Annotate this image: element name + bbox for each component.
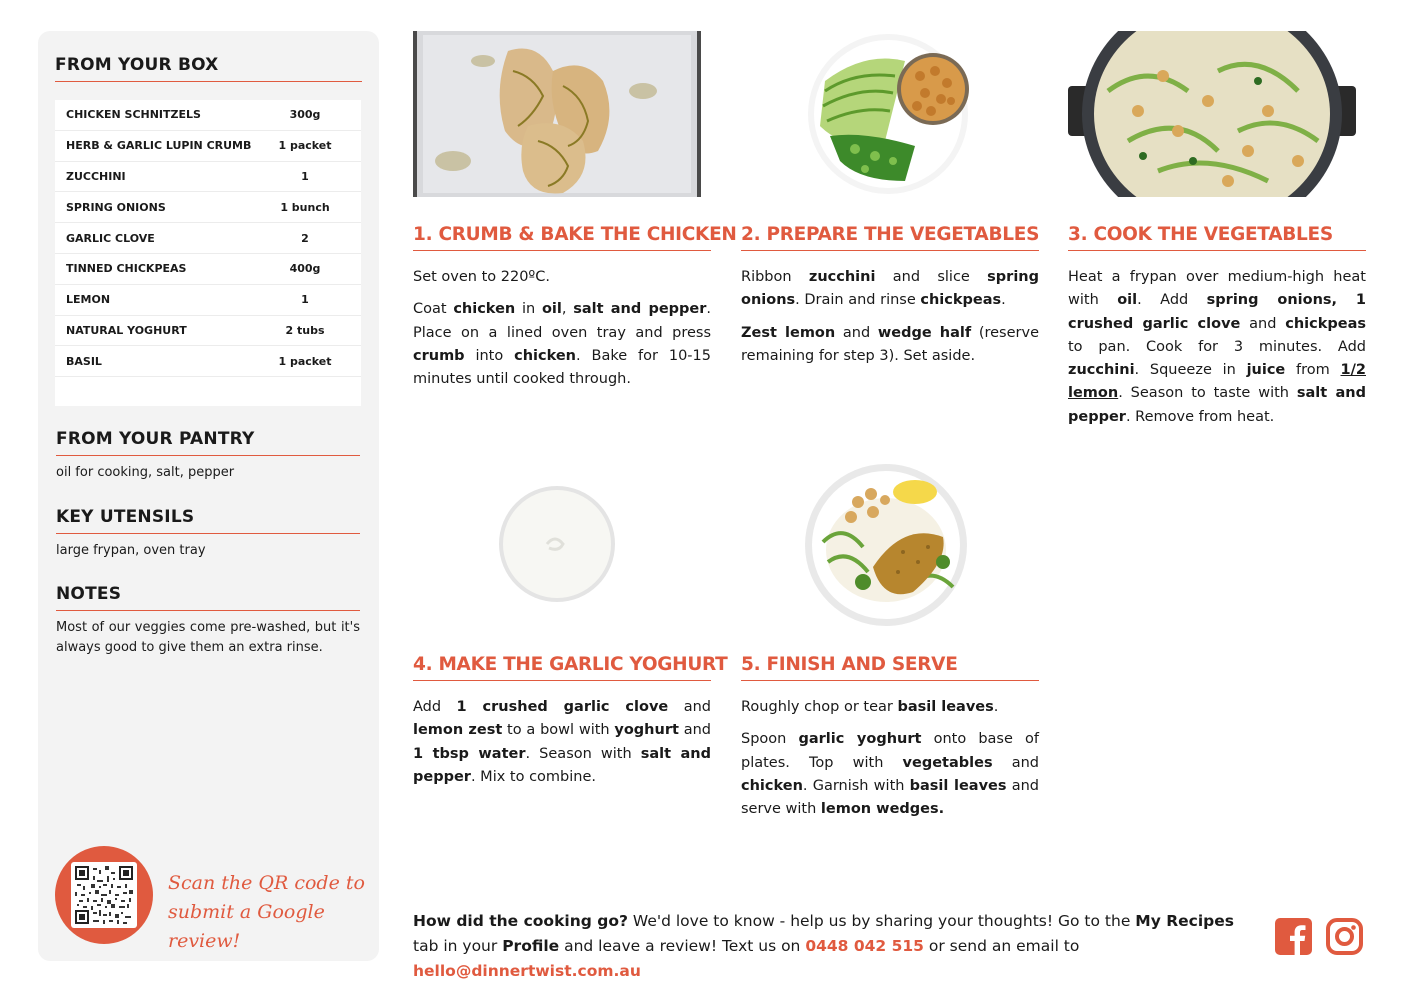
ingredient-name: NATURAL YOGHURT [66,323,187,337]
footer-text: tab in your [413,937,503,955]
step-5-body [741,696,1039,830]
instagram-icon[interactable] [1326,918,1363,955]
ingredient-name: LEMON [66,293,111,307]
step-3-body [1068,266,1366,438]
pantry-heading: FROM YOUR PANTRY [56,429,360,456]
ingredient-name: BASIL [66,354,102,368]
step-paragraph: Roughly chop or tear basil leaves. [741,699,999,715]
box-heading: FROM YOUR BOX [55,55,362,82]
ingredient-name: GARLIC CLOVE [66,231,155,245]
ingredient-qty: 2 [301,231,309,245]
qr-code-icon[interactable] [71,862,137,928]
step-2-photo [805,31,971,197]
footer-question: How did the cooking go? [413,912,628,930]
notes-text: Most of our veggies come pre-washed, but it's always good to give them an extra rinse. [56,620,360,655]
step-1-photo [413,31,701,197]
utensils-heading: KEY UTENSILS [56,507,360,534]
step-1-title: 1. CRUMB & BAKE THE CHICKEN [413,224,711,251]
table-row [55,162,361,193]
my-recipes-link: My Recipes [1135,912,1234,930]
profile-link: Profile [502,937,560,955]
step-paragraph: Heat a frypan over medium-high heat with oil. Add spring onions, 1 crushed garlic clove and chickpeas to pan. Cook for 3 minutes. Add zucchini. Squeeze in juice from 1/2 lemon. Season to taste with salt and pepper. Remove from heat. [1068,269,1367,425]
step-4-photo [497,484,617,604]
step-paragraph: Add 1 crushed garlic clove and lemon zest to a bowl with yoghurt and 1 tbsp water. Season with salt and pepper. Mix to combine. [413,699,712,785]
facebook-icon[interactable] [1275,918,1312,955]
ingredient-qty: 1 [301,169,309,183]
step-paragraph: Set oven to 220ºC. [413,269,550,285]
footer-text: or send an email to [923,937,1080,955]
qr-caption-line: Scan the QR code to [168,872,365,894]
step-3-photo [1068,31,1356,197]
table-row [55,223,361,254]
utensils-text: large frypan, oven tray [56,543,206,558]
table-row [55,254,361,285]
qr-caption-line: submit a Google review! [168,901,325,952]
pantry-text: oil for cooking, salt, pepper [56,465,235,480]
step-5-title: 5. FINISH AND SERVE [741,654,1039,681]
email-link[interactable]: hello@dinnertwist.com.au [413,962,641,980]
phone-number[interactable]: 0448 042 515 [805,937,924,955]
notes-heading: NOTES [56,584,360,611]
table-row [55,100,361,131]
step-paragraph: Spoon garlic yoghurt onto base of plates. Top with vegetables and chicken. Garnish with basil leaves and serve with lemon wedges. [741,731,1039,818]
step-paragraph: Coat chicken in oil, salt and pepper. Place on a lined oven tray and press crumb into chicken. Bake for 10-15 minutes until cooked through. [413,301,712,388]
step-4-title: 4. MAKE THE GARLIC YOGHURT [413,654,711,681]
step-3-title: 3. COOK THE VEGETABLES [1068,224,1366,251]
ingredient-name: CHICKEN SCHNITZELS [66,108,201,122]
table-row [55,192,361,223]
qr-caption [168,869,368,956]
ingredient-qty: 1 [301,293,309,307]
step-5-photo [803,462,969,628]
ingredient-qty: 2 tubs [285,323,325,337]
step-2-body [741,266,1039,377]
step-paragraph: Zest lemon and wedge half (reserve remaining for step 3). Set aside. [741,324,1039,364]
ingredient-name: HERB & GARLIC LUPIN CRUMB [66,139,252,153]
ingredients-table [55,100,361,406]
table-row [55,131,361,162]
ingredient-qty: 1 packet [278,354,332,368]
ingredient-name: SPRING ONIONS [66,200,166,214]
ingredient-qty: 1 bunch [280,200,330,214]
step-1-body [413,266,711,400]
step-paragraph: Ribbon zucchini and slice spring onions. Drain and rinse chickpeas. [741,269,1039,309]
step-4-body [413,696,711,798]
ingredient-qty: 1 packet [278,139,332,153]
footer-text: and leave a review! Text us on [559,937,806,955]
table-row [55,346,361,377]
step-2-title: 2. PREPARE THE VEGETABLES [741,224,1039,251]
ingredient-name: ZUCCHINI [66,169,126,183]
sidebar [38,31,379,961]
ingredient-qty: 400g [289,262,321,276]
qr-badge[interactable] [55,846,153,944]
ingredient-qty: 300g [289,108,321,122]
table-row [55,285,361,316]
table-row [55,316,361,347]
review-footer [413,909,1263,984]
footer-text: We'd love to know - help us by sharing your thoughts! Go to the [627,912,1136,930]
ingredient-name: TINNED CHICKPEAS [66,262,187,276]
